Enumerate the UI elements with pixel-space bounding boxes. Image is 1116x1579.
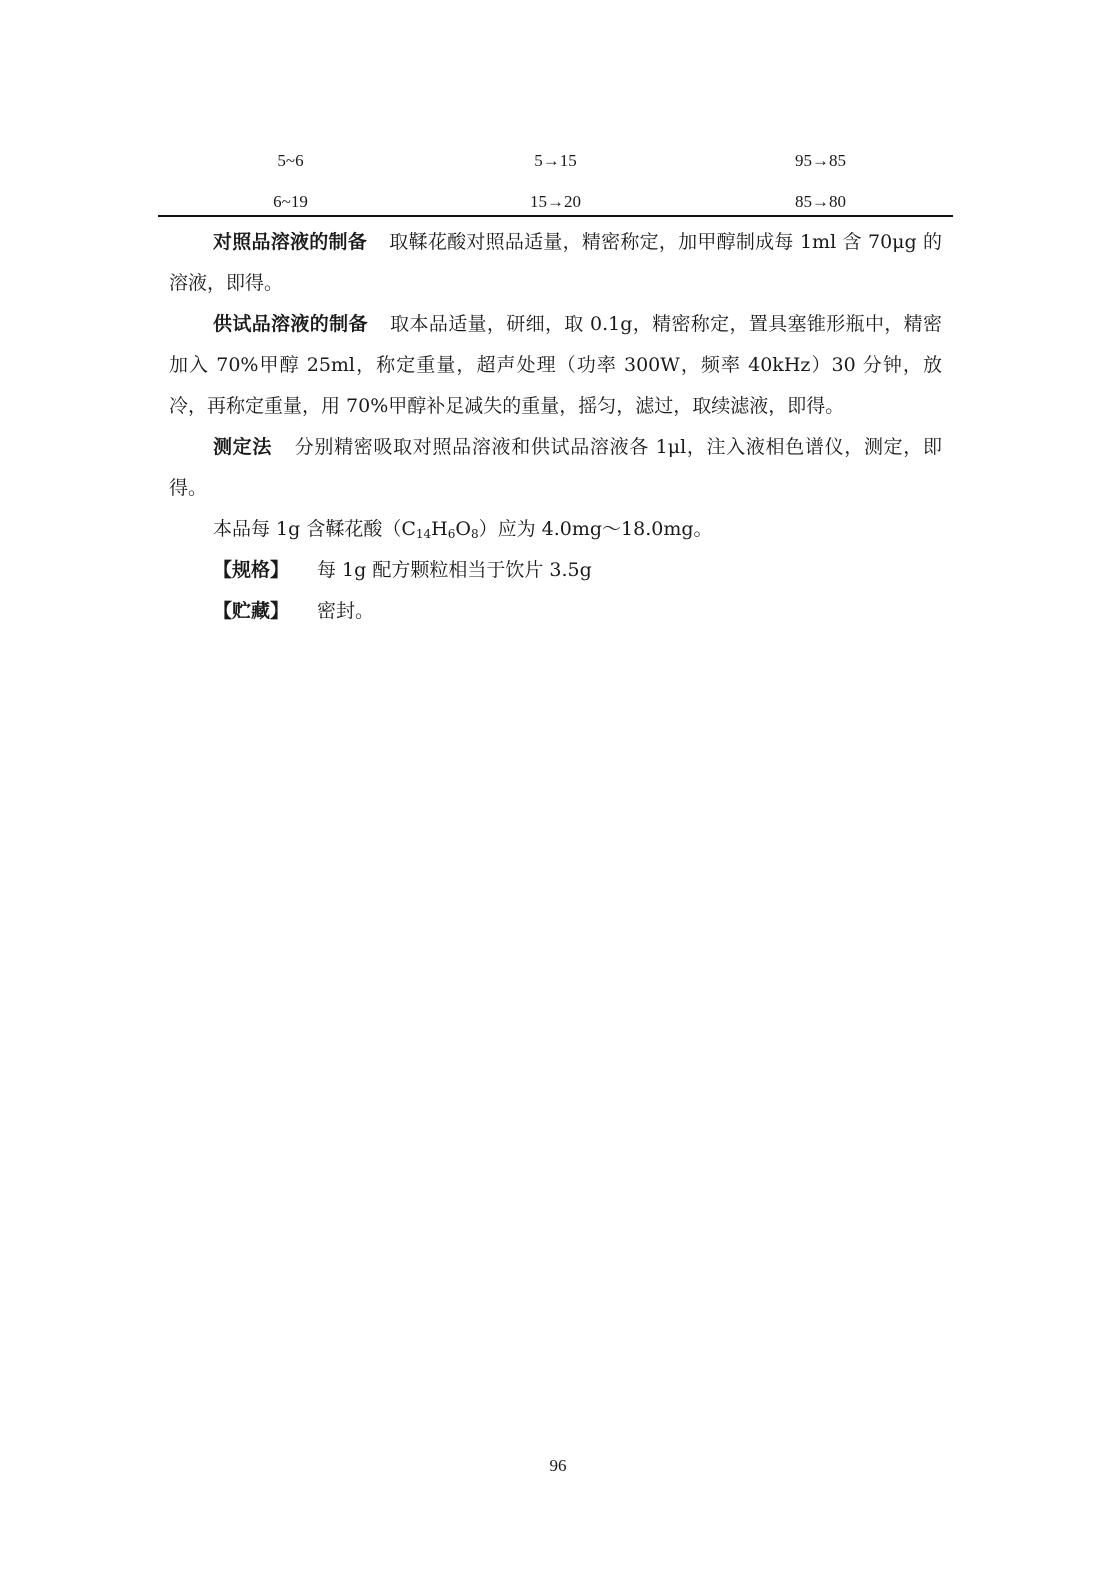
- oxygen-symbol: O: [455, 518, 471, 540]
- reference-solution-paragraph: [169, 222, 942, 304]
- phase-b-cell: 95→85: [795, 150, 846, 170]
- time-cell: 6~19: [273, 191, 308, 211]
- oxygen-subscript: 8: [470, 527, 479, 541]
- table-bottom-rule: [158, 215, 953, 217]
- phase-a-cell: 15→20: [530, 191, 581, 211]
- document-body: [169, 222, 942, 632]
- test-solution-paragraph: [169, 304, 942, 427]
- carbon-subscript: 14: [415, 527, 432, 541]
- reference-solution-heading: 对照品溶液的制备: [213, 231, 368, 253]
- content-limit-paragraph: [169, 509, 942, 550]
- assay-heading: 测定法: [213, 436, 273, 458]
- storage-paragraph: [169, 591, 942, 632]
- storage-text: 密封。: [317, 600, 375, 622]
- phase-b-cell: 85→80: [795, 191, 846, 211]
- phase-a-cell: 5→15: [534, 150, 577, 170]
- test-solution-heading: 供试品溶液的制备: [213, 313, 368, 335]
- page-number: 96: [549, 1456, 567, 1475]
- assay-paragraph: [169, 427, 942, 509]
- content-limit-suffix: ）应为 4.0mg～18.0mg。: [478, 518, 713, 540]
- hydrogen-subscript: 6: [447, 527, 456, 541]
- table-row: [158, 140, 953, 181]
- specification-paragraph: [169, 550, 942, 591]
- specification-heading: 【规格】: [213, 559, 290, 581]
- gradient-table: [158, 140, 953, 222]
- assay-text: 分别精密吸取对照品溶液和供试品溶液各 1μl，注入液相色谱仪，测定，即得。: [169, 436, 942, 499]
- time-cell: 5~6: [277, 150, 304, 170]
- specification-text: 每 1g 配方颗粒相当于饮片 3.5g: [317, 559, 592, 581]
- reference-solution-text: 取鞣花酸对照品适量，精密称定，加甲醇制成每 1ml 含 70μg 的溶液，即得。: [169, 231, 942, 294]
- content-limit-prefix: 本品每 1g 含鞣花酸（C: [213, 518, 416, 540]
- test-solution-text: 取本品适量，研细，取 0.1g，精密称定，置具塞锥形瓶中，精密加入 70%甲醇 25ml，称定重量，超声处理（功率 300W，频率 40kHz）30 分钟，放冷，再称定重量，用 70%甲醇补足减失的重量，摇匀，滤过，取续滤液，即得。: [169, 313, 942, 417]
- storage-heading: 【贮藏】: [213, 600, 290, 622]
- hydrogen-symbol: H: [431, 518, 448, 540]
